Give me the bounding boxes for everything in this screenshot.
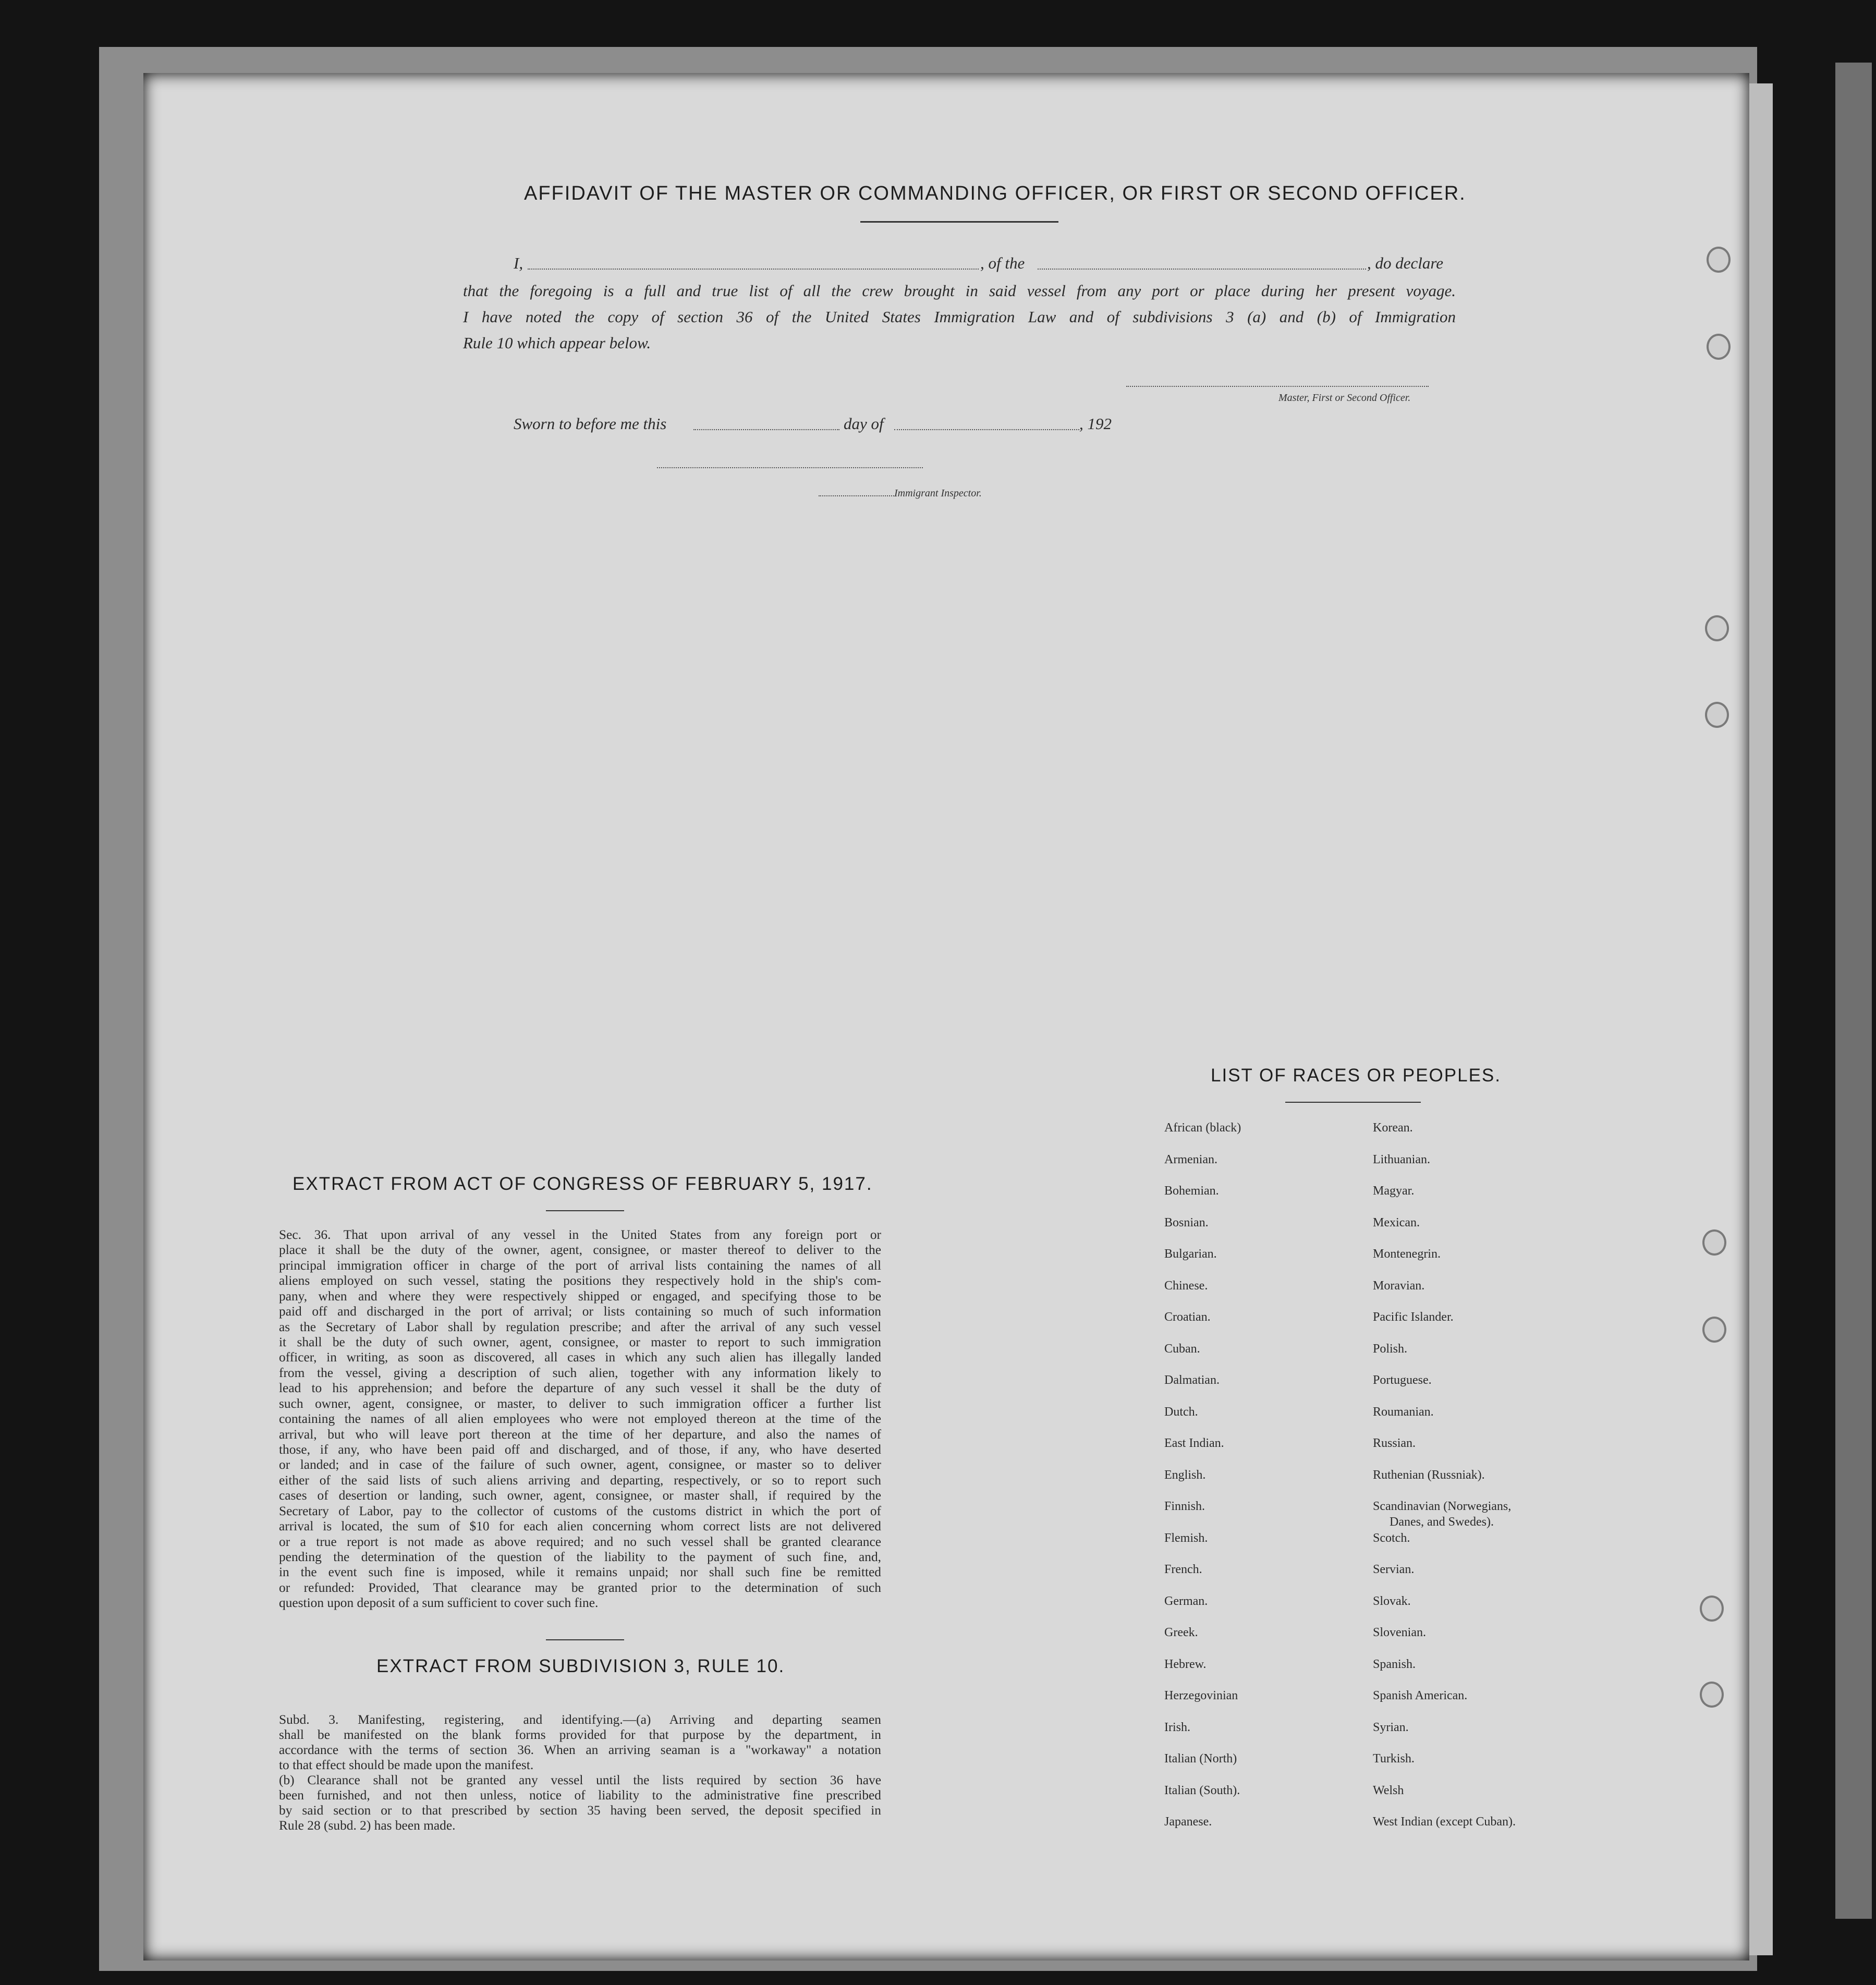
page-fold [1749, 83, 1773, 1955]
race-item: Cuban. [1164, 1342, 1200, 1356]
punch-hole [1702, 1317, 1726, 1343]
rule-line: (b) Clearance shall not be granted any vessel until the lists required by section 36 have [279, 1773, 881, 1787]
race-item: Hebrew. [1164, 1657, 1207, 1671]
race-item: Spanish. [1373, 1657, 1416, 1671]
rule-line: by said section or to that prescribed by section 35 having been served, the deposit specified in [279, 1803, 881, 1818]
race-item: French. [1164, 1563, 1202, 1576]
rule-line: to that effect should be made upon the manifest. [279, 1758, 534, 1772]
sworn-day-of: day of [844, 415, 884, 433]
race-item: English. [1164, 1468, 1206, 1482]
affidavit-line: Rule 10 which appear below. [463, 334, 651, 352]
act-line: such owner, agent, consignee, or master, to deliver to such immigration officer a further list [279, 1396, 881, 1411]
punch-hole [1700, 1682, 1724, 1708]
race-item: Greek. [1164, 1626, 1198, 1639]
race-item: Portuguese. [1373, 1373, 1432, 1387]
race-item: Welsh [1373, 1783, 1404, 1797]
extract-rule-title: EXTRACT FROM SUBDIVISION 3, RULE 10. [376, 1656, 785, 1676]
race-item: Magyar. [1373, 1184, 1415, 1198]
act-line: question upon deposit of a sum sufficient to cover such fine. [279, 1596, 599, 1610]
affidavit-of-the: , of the [980, 254, 1025, 272]
affidavit-title: AFFIDAVIT OF THE MASTER OR COMMANDING OFFICER, OR FIRST OR SECOND OFFICER. [524, 182, 1466, 204]
title-underline [860, 221, 1058, 223]
race-item: Italian (South). [1164, 1783, 1240, 1797]
race-item: German. [1164, 1594, 1208, 1608]
race-item: Slovak. [1373, 1594, 1411, 1608]
race-item: Roumanian. [1373, 1405, 1434, 1419]
race-item: Italian (North) [1164, 1752, 1237, 1765]
extract-act-underline [546, 1210, 624, 1211]
signature-label: Master, First or Second Officer. [1278, 392, 1411, 404]
race-item: Japanese. [1164, 1815, 1212, 1829]
affidavit-line: that the foregoing is a full and true list of all the crew brought in said vessel from any port or place during her present voyage. [463, 282, 1456, 300]
act-line: either of the said lists of such aliens arriving and departing, respectively, or so to report such [279, 1473, 881, 1488]
rule-line: accordance with the terms of section 36. When an arriving seaman is a "workaway" a notation [279, 1743, 881, 1757]
rule-line: Subd. 3. Manifesting, registering, and identifying.—(a) Arriving and departing seamen [279, 1712, 881, 1727]
punch-hole [1707, 334, 1731, 360]
act-line: place it shall be the duty of the owner, agent, consignee, or master thereof to deliver to the [279, 1243, 881, 1257]
race-item: Polish. [1373, 1342, 1408, 1356]
rule-line: been furnished, and not then unless, notice of liability to the administrative fine prescribed [279, 1788, 881, 1803]
act-line: aliens employed on such vessel, stating the positions they respectively hold in the ship's com- [279, 1273, 881, 1288]
vessel-blank [1038, 269, 1366, 270]
affidavit-line: I have noted the copy of section 36 of the United States Immigration Law and of subdivisions 3 (a) and (b) of Immigration [463, 308, 1456, 326]
sworn-month-blank [894, 429, 1079, 430]
signature-line [1126, 386, 1429, 387]
race-item: West Indian (except Cuban). [1373, 1815, 1516, 1829]
punch-hole [1705, 615, 1729, 641]
race-item: Turkish. [1373, 1752, 1415, 1765]
rule-line: Rule 28 (subd. 2) has been made. [279, 1818, 456, 1833]
races-underline [1285, 1102, 1421, 1103]
act-line: officer, in writing, as soon as discovered, all cases in which any such alien has illegally landed [279, 1350, 881, 1365]
race-item: African (black) [1164, 1121, 1241, 1135]
race-item: Lithuanian. [1373, 1152, 1430, 1166]
race-item: Croatian. [1164, 1310, 1211, 1324]
act-line: pany, when and where they were respectively shipped or engaged, and specifying those to be [279, 1289, 881, 1304]
race-item: Mexican. [1373, 1215, 1420, 1229]
act-line: Secretary of Labor, pay to the collector of customs of the customs district in which the port of [279, 1504, 881, 1518]
act-line: arrival, but who will leave port thereon at the time of her departure, and also the names of [279, 1427, 881, 1442]
race-item: Dutch. [1164, 1405, 1198, 1419]
act-line: as the Secretary of Labor shall by regulation prescribe; and after the arrival of any such vessel [279, 1320, 881, 1334]
race-item: Bulgarian. [1164, 1247, 1217, 1261]
inspector-signature-line [657, 467, 923, 468]
race-item: Korean. [1373, 1121, 1413, 1135]
race-item: Finnish. [1164, 1500, 1205, 1513]
race-item: Pacific Islander. [1373, 1310, 1454, 1324]
name-blank [528, 269, 979, 270]
adjacent-page-edge [1835, 63, 1872, 1919]
race-item: Scandinavian (Norwegians, [1373, 1500, 1512, 1513]
act-line: or landed; and in case of the failure of such owner, agent, consignee, or master so to deliver [279, 1457, 881, 1472]
act-line: principal immigration officer in charge of the port of arrival lists containing the names of all [279, 1258, 881, 1273]
act-line: from the vessel, giving a description of such alien, together with any information likely to [279, 1366, 881, 1380]
affidavit-i: I, [514, 254, 523, 272]
act-line: paid off and discharged in the port of arrival; or lists containing so much of such information [279, 1304, 881, 1319]
race-item: Russian. [1373, 1436, 1416, 1450]
race-item: East Indian. [1164, 1436, 1224, 1450]
sworn-day-blank [693, 429, 839, 430]
act-line: containing the names of all alien employees who were not employed thereon at the time of the [279, 1411, 881, 1426]
race-item: Bohemian. [1164, 1184, 1219, 1198]
race-item: Montenegrin. [1373, 1247, 1441, 1261]
act-line: pending the determination of the question of the liability to the payment of such fine, and, [279, 1550, 881, 1564]
inspector-dots [819, 495, 894, 496]
race-item: Servian. [1373, 1563, 1415, 1576]
punch-hole [1705, 702, 1729, 728]
extract-act-title: EXTRACT FROM ACT OF CONGRESS OF FEBRUARY 5, 1917. [293, 1174, 873, 1194]
race-item: Syrian. [1373, 1720, 1409, 1734]
sworn-text: Sworn to before me this [514, 415, 667, 433]
race-item: Chinese. [1164, 1278, 1208, 1293]
rule-line: shall be manifested on the blank forms provided for that purpose by the department, in [279, 1727, 881, 1742]
inspector-label: Immigrant Inspector. [894, 488, 982, 499]
act-line: in the event such fine is imposed, while it remains unpaid; nor shall such fine be remitted [279, 1565, 881, 1579]
act-line: or a true report is not made as above required; and no such vessel shall be granted clearance [279, 1535, 881, 1549]
punch-hole [1700, 1596, 1724, 1622]
act-line: or refunded: Provided, That clearance may be granted prior to the determination of such [279, 1580, 881, 1595]
race-item: Spanish American. [1373, 1689, 1468, 1702]
punch-hole [1702, 1229, 1726, 1256]
race-item: Slovenian. [1373, 1626, 1426, 1639]
race-item: Herzegovinian [1164, 1689, 1238, 1702]
races-title: LIST OF RACES OR PEOPLES. [1211, 1065, 1502, 1086]
act-line: lead to his apprehension; and before the departure of any such vessel it shall be the duty of [279, 1381, 881, 1395]
document-page [143, 73, 1749, 1960]
act-line: cases of desertion or landing, such owner, agent, consignee, or master shall, if required by the [279, 1488, 881, 1503]
race-item: Bosnian. [1164, 1215, 1209, 1229]
section-divider [546, 1639, 624, 1640]
race-item: Flemish. [1164, 1531, 1208, 1545]
act-line: those, if any, who have been paid off and discharged, and of those, if any, who have deserted [279, 1442, 881, 1457]
sworn-year: , 192 [1079, 415, 1112, 433]
race-item: Irish. [1164, 1720, 1190, 1734]
race-item: Danes, and Swedes). [1390, 1515, 1494, 1529]
race-item: Ruthenian (Russniak). [1373, 1468, 1485, 1482]
race-item: Scotch. [1373, 1531, 1410, 1545]
race-item: Dalmatian. [1164, 1373, 1220, 1387]
affidavit-declare: , do declare [1367, 254, 1444, 272]
punch-hole [1707, 247, 1731, 273]
act-line: arrival is located, the sum of $10 for each alien concerning whom correct lists are not delivered [279, 1519, 881, 1533]
act-line: Sec. 36. That upon arrival of any vessel in the United States from any foreign port or [279, 1227, 881, 1242]
race-item: Armenian. [1164, 1152, 1217, 1166]
race-item: Moravian. [1373, 1278, 1425, 1293]
act-line: it shall be the duty of such owner, agent, consignee, or master to report to such immigration [279, 1335, 881, 1349]
